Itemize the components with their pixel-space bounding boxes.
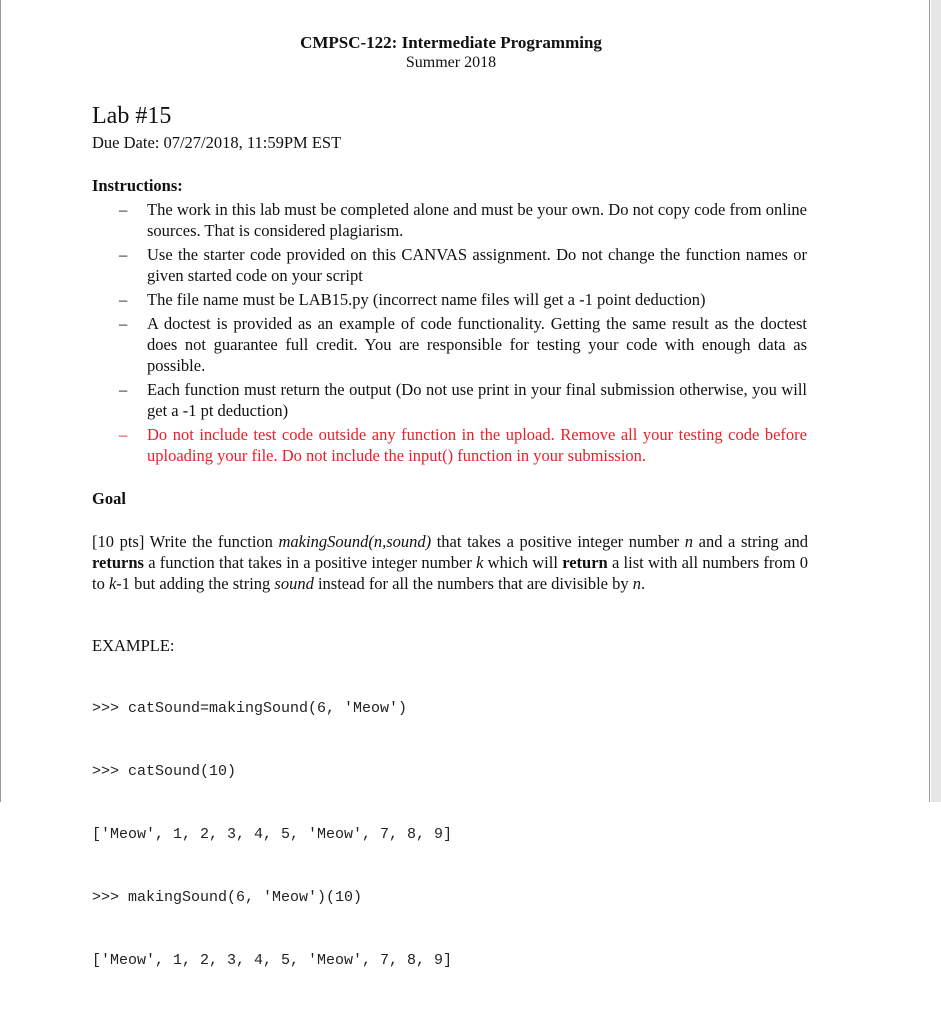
goal-text-part: [10 pts] Write the function: [92, 532, 279, 551]
code-line: >>> catSound(10): [92, 763, 237, 780]
goal-text-part: that takes a positive integer number: [431, 532, 685, 551]
goal-heading: Goal: [92, 489, 126, 508]
instructions-heading: Instructions:: [92, 176, 183, 195]
goal-text-part: instead for all the numbers that are divisible by: [313, 574, 633, 593]
var-sound: sound: [274, 574, 314, 593]
term-label: Summer 2018: [405, 54, 497, 71]
emphasis-return: return: [562, 553, 608, 572]
emphasis-returns: returns: [92, 553, 144, 572]
instruction-item: – Each function must return the output (Do not use print in your final submission otherwise, you will get a -1 pt deduction): [119, 379, 807, 421]
code-line: >>> catSound=makingSound(6, 'Meow'): [92, 700, 408, 717]
example-label: EXAMPLE:: [92, 636, 175, 655]
var-n: n: [632, 574, 641, 593]
var-k: k: [476, 553, 484, 572]
course-title: CMPSC-122: Intermediate Programming: [300, 33, 602, 52]
viewer-scrollbar-track[interactable]: [931, 0, 941, 802]
instruction-item-warning: – Do not include test code outside any function in the upload. Remove all your testing code before uploading your file. Do not include the input() function in your submission.: [119, 424, 807, 466]
due-date: Due Date: 07/27/2018, 11:59PM EST: [92, 133, 342, 152]
goal-text-part: a function that takes in a positive integer number: [143, 553, 477, 572]
goal-text-part: a list with all numbers from 0 to: [92, 553, 808, 593]
code-line: ['Meow', 1, 2, 3, 4, 5, 'Meow', 7, 8, 9]: [92, 826, 453, 843]
lab-title: Lab #15: [92, 103, 172, 129]
instruction-item: – The file name must be LAB15.py (incorrect name files will get a -1 point deduction): [119, 289, 807, 310]
code-line: ['Meow', 1, 2, 3, 4, 5, 'Meow', 7, 8, 9]: [92, 952, 453, 969]
instruction-item: – The work in this lab must be completed alone and must be your own. Do not copy code from online sources. That is considered plagiarism.: [119, 199, 807, 241]
code-line: >>> makingSound(6, 'Meow')(10): [92, 889, 363, 906]
var-k: k: [108, 574, 117, 593]
goal-text-part: which will: [483, 553, 563, 572]
instructions-list: [119, 199, 807, 469]
code-example: [92, 656, 452, 1013]
goal-text-part: -1 but adding the string: [116, 574, 275, 593]
goal-description: [92, 531, 808, 594]
instruction-item: – A doctest is provided as an example of code functionality. Getting the same result as the doctest does not guarantee full credit. You are responsible for testing your code with enough data as possible.: [119, 313, 807, 376]
function-signature: makingSound(n,sound): [278, 532, 432, 551]
goal-text-part: .: [641, 574, 646, 593]
goal-text-part: and a string and: [693, 532, 808, 551]
instruction-item: – Use the starter code provided on this CANVAS assignment. Do not change the function names or given started code on your script: [119, 244, 807, 286]
var-n: n: [684, 532, 694, 551]
